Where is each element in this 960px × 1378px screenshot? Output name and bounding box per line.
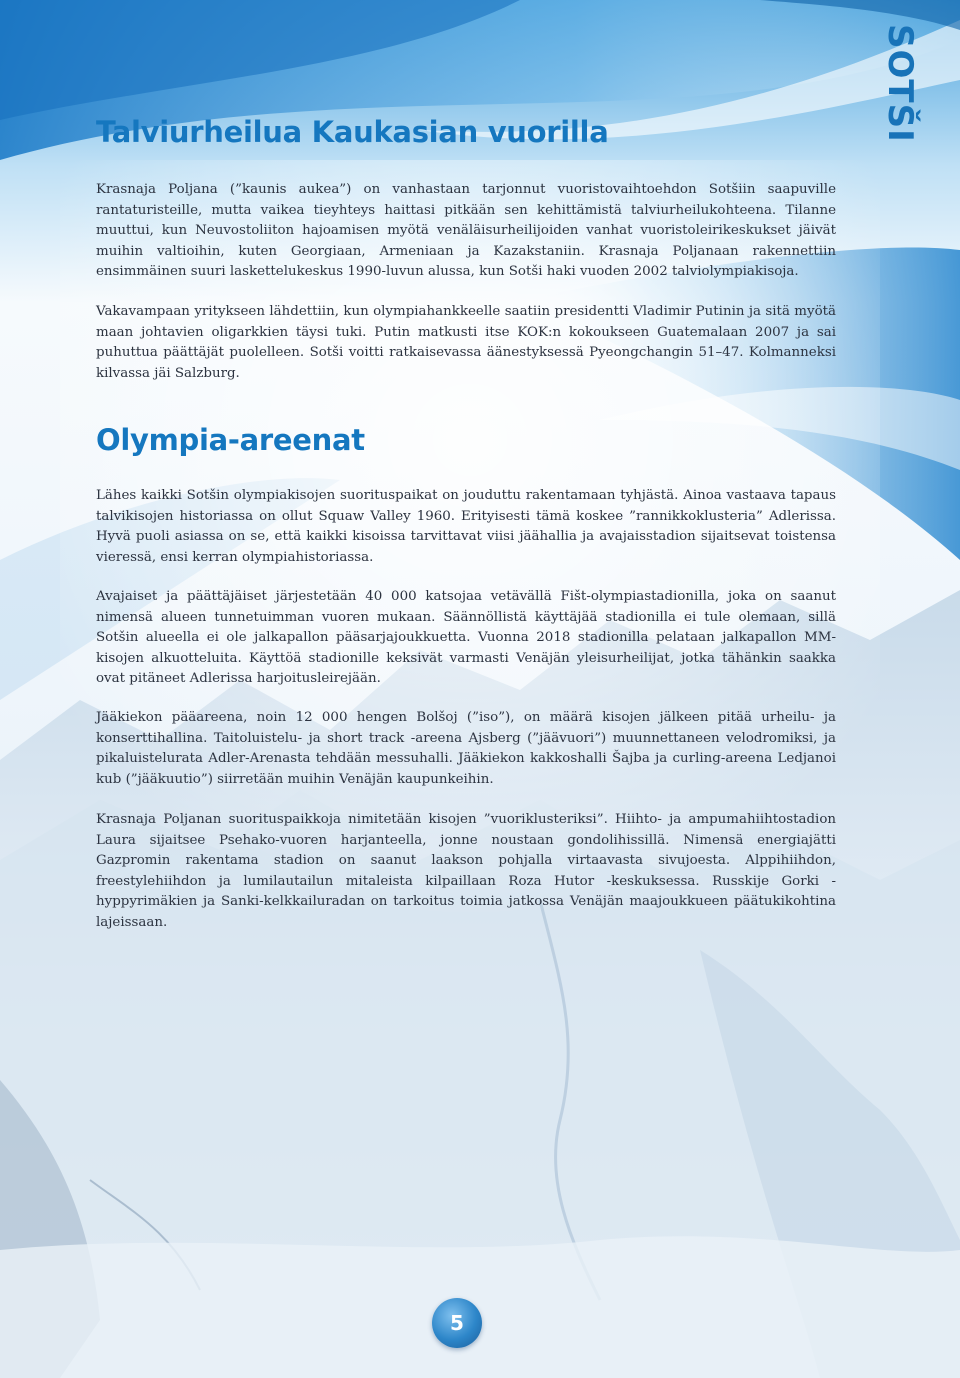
section-side-label xyxy=(880,24,936,154)
paragraph: Jääkiekon pääareena, noin 12 000 hengen Bolšoj (”iso”), on määrä kisojen jälkeen pitää urheilu- ja konserttihallina. Taitoluistelu- ja short track -areena Ajsberg (”jäävuori”) muunnettaneen velodromiksi, ja pikaluistelurata Adler-Arenasta tehdään messuhalli. Jääkiekon kakkoshalli Šajba ja curling-areena Ledjanoi kub (”jääkuutio”) siirretään muihin Venäjän kaupunkeihin. xyxy=(96,710,836,787)
paragraph: Avajaiset ja päättäjäiset järjestetään 40 000 katsojaa vetävällä Fišt-olympiastadionilla, joka on saanut nimensä alueen tunnetuimman vuoren mukaan. Säännöllistä käyttäjää stadionilla ei tule olemaan, sillä Sotšin alueella ei ole jalkapallon pääsarjajoukkuetta. Vuonna 2018 stadionilla pelataan jalkapallon MM-kisojen alkuotteluita. Käyttöä stadionille keksivät varmasti Venäjän yleisurheilijat, jotka tähänkin saakka ovat pitäneet Adlerissa harjoitusleirejään. xyxy=(96,589,836,687)
paragraph: Krasnaja Poljanan suorituspaikkoja nimitetään kisojen ”vuoriklusteriksi”. Hiihto- ja ampumahiihtostadion Laura sijaitsee Psehako-vuoren harjanteella, jonne noustaan gondolihissillä. Nimensä energiajätti Gazpromin rakentama stadion on saanut laakson pohjalla virtaavasta sivujoesta. Alppihiihdon, freestylehiihdon ja lumilautailun mitaleista kilpaillaan Roza Hutor -keskuksessa. Russkije Gorki -hyppyrimäkien ja Sanki-kelkkailuradan on tarkoitus toimia jatkossa Venäjän maajoukkueen päätukikohtina lajeissaan. xyxy=(96,812,836,930)
paragraph: Lähes kaikki Sotšin olympiakisojen suorituspaikat on jouduttu rakentamaan tyhjästä. Ainoa vastaava tapaus talvikisojen historiassa on ollut Squaw Valley 1960. Erityisesti tämä koskee ”rannikkoklusteria” Adlerissa. Hyvä puoli asiassa on se, että kaikki kisoissa tarvittavat viisi jäähallia ja avajaisstadion sijaitsevat toistensa vieressä, ensi kerran olympiahistoriassa. xyxy=(96,488,836,565)
paragraph: Krasnaja Poljana (”kaunis aukea”) on vanhastaan tarjonnut vuoristovaihtoehdon Sotšiin saapuville rantaturisteille, mutta vaikea tieyhteys haittasi pitkään sen kehittämistä talviurheilukohteena. Tilanne muuttui, kun Neuvostoliiton hajoamisen myötä venäläisurheilijoiden vanhat vuoristoleirikeskukset jäivät muihin valtioihin, kuten Georgiaan, Armeniaan ja Kazakstaniin. Krasnaja Poljanaan rakennettiin ensimmäinen suuri laskettelukeskus 1990-luvun alussa, kun Sotši haki vuoden 2002 talviolympiakisoja. xyxy=(96,182,836,280)
paragraph: Vakavampaan yritykseen lähdettiin, kun olympiahankkeelle saatiin presidentti Vladimir Putinin ja sitä myötä maan johtavien oligarkkien täysi tuki. Putin matkusti itse KOK:n kokoukseen Guatemalaan 2007 ja sai puhuttua päättäjät puolelleen. Sotši voitti ratkaisevassa äänestyksessä Pyeongchangin 51–47. Kolmanneksi kilvassa jäi Salzburg. xyxy=(96,304,836,381)
heading-talviurheilua: Talviurheilua Kaukasian vuorilla xyxy=(96,115,609,149)
heading-olympia-areenat: Olympia-areenat xyxy=(96,423,365,457)
section-label-text: SOTŠI xyxy=(880,24,920,143)
page-number-badge xyxy=(432,1298,482,1348)
page-number: 5 xyxy=(450,1311,464,1335)
